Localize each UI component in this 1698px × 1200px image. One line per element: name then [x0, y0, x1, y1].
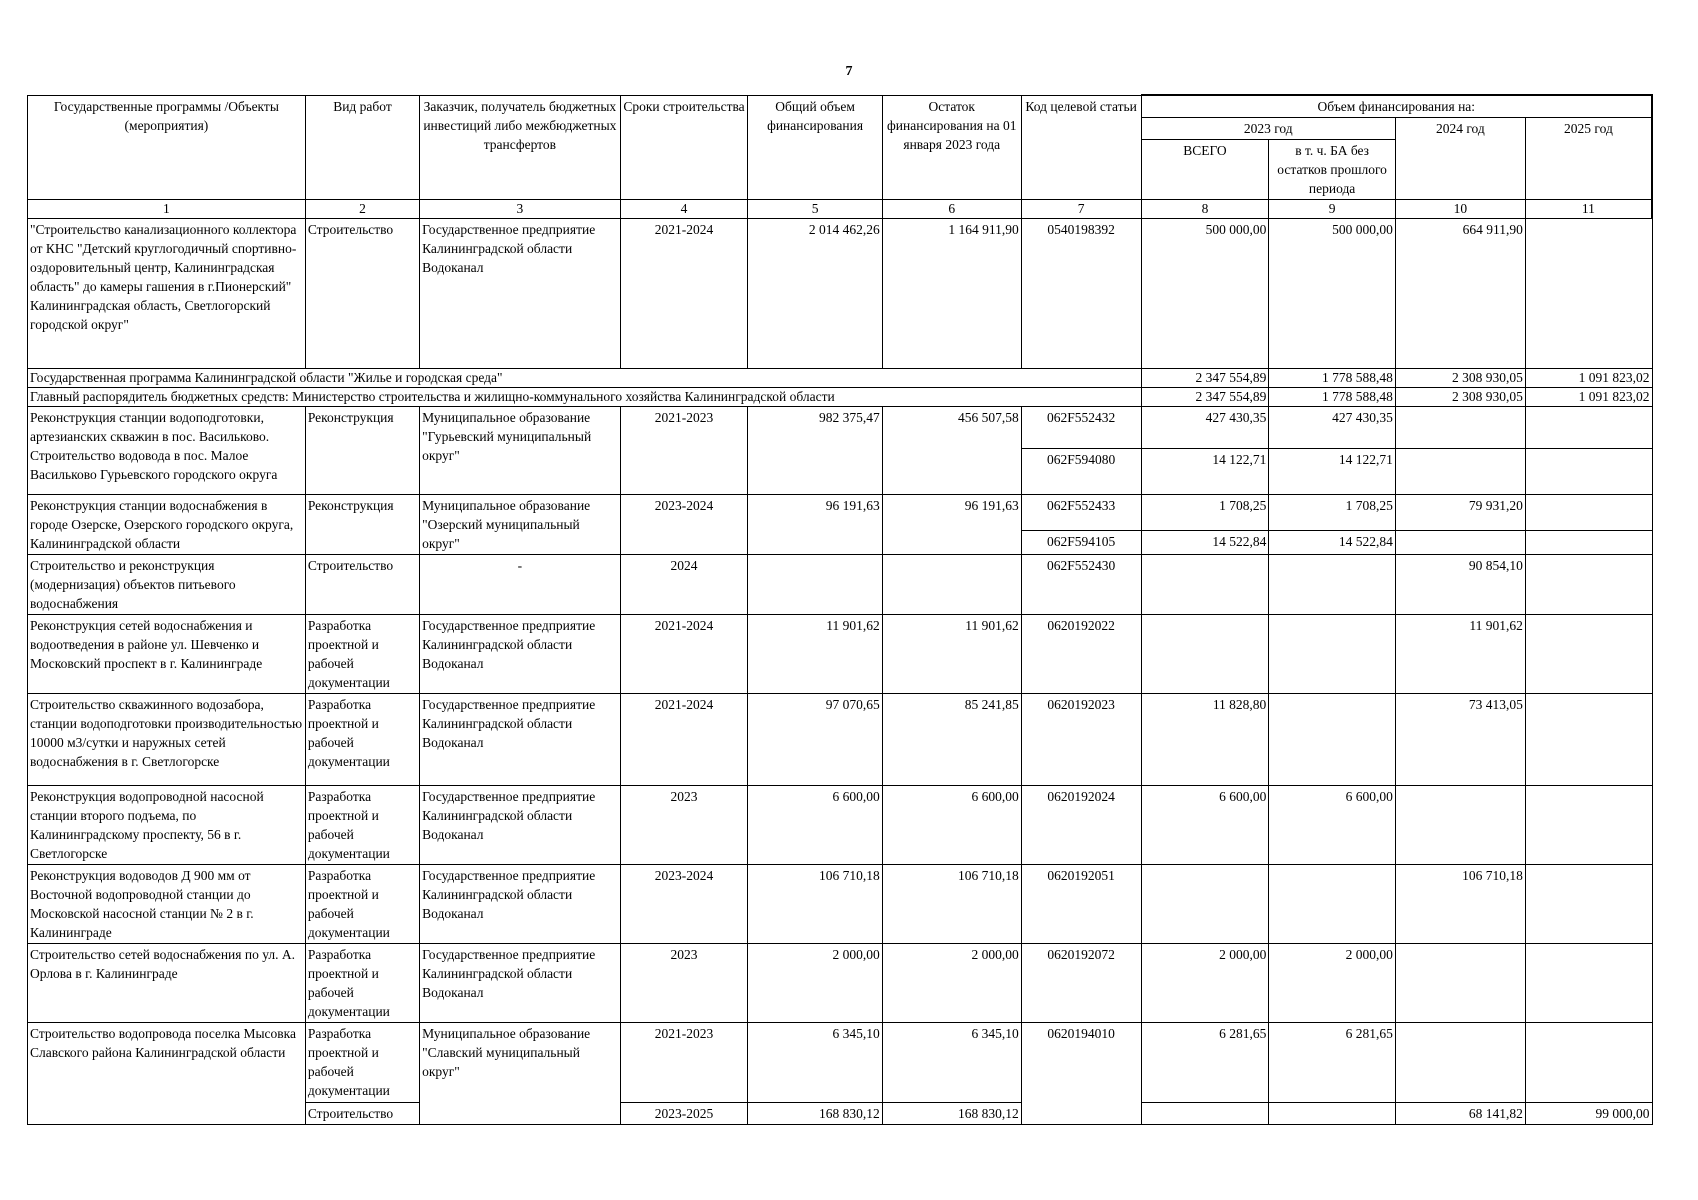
- value-ba: [1269, 865, 1396, 944]
- total-financing: 96 191,63: [748, 495, 882, 555]
- table-row: [28, 1023, 1653, 1103]
- table-row: [28, 944, 1653, 1023]
- customer: Государственное предприятие Калининградской области Водоканал: [420, 865, 621, 944]
- term: 2021-2024: [620, 694, 748, 786]
- term: 2024: [620, 555, 748, 615]
- object-name: Реконструкция сетей водоснабжения и водоотведения в районе ул. Шевченко и Московский проспект в г. Калининграде: [28, 615, 306, 694]
- value-2025: [1525, 694, 1652, 786]
- header-row-1: [28, 95, 1653, 118]
- target-code: 062F552430: [1021, 555, 1141, 615]
- header-total-financing: Общий объем финансирования: [748, 95, 882, 200]
- customer: -: [420, 555, 621, 615]
- value-2024: [1395, 944, 1525, 1023]
- value-2025: 1 091 823,02: [1525, 388, 1652, 407]
- table-row: [28, 615, 1653, 694]
- financing-table: [27, 94, 1653, 1125]
- target-code: 0540198392: [1021, 219, 1141, 369]
- work-type: Разработка проектной и рабочей документации: [305, 786, 419, 865]
- header-target-code: Код целевой статьи: [1021, 95, 1141, 200]
- col-number: 2: [305, 200, 419, 219]
- rest-financing: [882, 555, 1021, 615]
- program-total-row: [28, 369, 1653, 388]
- customer: Муниципальное образование "Гурьевский муниципальный округ": [420, 407, 621, 495]
- total-financing: 97 070,65: [748, 694, 882, 786]
- header-financing-volume: Объем финансирования на:: [1141, 95, 1652, 118]
- value-2025: 99 000,00: [1525, 1103, 1652, 1125]
- rest-financing: 11 901,62: [882, 615, 1021, 694]
- value-2023: 6 600,00: [1141, 786, 1269, 865]
- value-ba: 1 708,25: [1269, 495, 1396, 531]
- value-ba: 14 522,84: [1269, 531, 1396, 555]
- term: 2021-2023: [620, 407, 748, 495]
- value-2024: [1395, 1023, 1525, 1103]
- rest-financing: 106 710,18: [882, 865, 1021, 944]
- column-number-row: [28, 200, 1653, 219]
- header-programs: Государственные программы /Объекты (мероприятия): [28, 95, 306, 200]
- work-type: Разработка проектной и рабочей документации: [305, 615, 419, 694]
- col-number: 10: [1395, 200, 1525, 219]
- work-type: Строительство: [305, 555, 419, 615]
- table-row: [28, 219, 1653, 369]
- value-ba: 6 600,00: [1269, 786, 1396, 865]
- total-financing: 982 375,47: [748, 407, 882, 495]
- customer: Государственное предприятие Калининградской области Водоканал: [420, 694, 621, 786]
- value-2024: 79 931,20: [1395, 495, 1525, 531]
- work-type: Разработка проектной и рабочей документации: [305, 944, 419, 1023]
- work-type: Разработка проектной и рабочей документации: [305, 694, 419, 786]
- total-financing: 6 600,00: [748, 786, 882, 865]
- work-type: Реконструкция: [305, 407, 419, 495]
- value-2024: 73 413,05: [1395, 694, 1525, 786]
- term: 2021-2024: [620, 615, 748, 694]
- target-code: 062F552432: [1021, 407, 1141, 449]
- value-ba: [1269, 1103, 1396, 1125]
- object-name: Реконструкция станции водоснабжения в городе Озерске, Озерского городского округа, Калининградской области: [28, 495, 306, 555]
- customer: Государственное предприятие Калининградской области Водоканал: [420, 786, 621, 865]
- object-name: Реконструкция водопроводной насосной станции второго подъема, по Калининградскому проспекту, 56 в г. Светлогорске: [28, 786, 306, 865]
- table-row: [28, 694, 1653, 786]
- col-number: 6: [882, 200, 1021, 219]
- col-number: 11: [1525, 200, 1652, 219]
- col-number: 4: [620, 200, 748, 219]
- value-2023: [1141, 865, 1269, 944]
- object-name: Строительство водопровода поселка Мысовка Славского района Калининградской области: [28, 1023, 306, 1125]
- value-2025: [1525, 1023, 1652, 1103]
- term: 2023: [620, 944, 748, 1023]
- value-2023: 14 522,84: [1141, 531, 1269, 555]
- col-number: 9: [1269, 200, 1396, 219]
- rest-financing: 456 507,58: [882, 407, 1021, 495]
- col-number: 5: [748, 200, 882, 219]
- table-row: [28, 495, 1653, 531]
- target-code: 062F594105: [1021, 531, 1141, 555]
- col-number: 7: [1021, 200, 1141, 219]
- value-2024: 90 854,10: [1395, 555, 1525, 615]
- work-type: Строительство: [305, 1103, 419, 1125]
- work-type: Строительство: [305, 219, 419, 369]
- budget-admin-row: [28, 388, 1653, 407]
- col-number: 8: [1141, 200, 1269, 219]
- total-financing: 11 901,62: [748, 615, 882, 694]
- value-2023: 14 122,71: [1141, 449, 1269, 495]
- col-number: 1: [28, 200, 306, 219]
- value-2023: 2 347 554,89: [1141, 388, 1269, 407]
- header-customer: Заказчик, получатель бюджетных инвестиций либо межбюджетных трансфертов: [420, 95, 621, 200]
- value-ba: 6 281,65: [1269, 1023, 1396, 1103]
- term: 2023-2024: [620, 865, 748, 944]
- total-financing: [748, 555, 882, 615]
- rest-financing: 85 241,85: [882, 694, 1021, 786]
- total-financing: 6 345,10: [748, 1023, 882, 1103]
- header-work-type: Вид работ: [305, 95, 419, 200]
- customer: Государственное предприятие Калининградской области Водоканал: [420, 219, 621, 369]
- work-type: Разработка проектной и рабочей документации: [305, 1023, 419, 1103]
- value-2025: [1525, 615, 1652, 694]
- page-number: 7: [845, 64, 853, 79]
- value-2024: [1395, 531, 1525, 555]
- header-2025: 2025 год: [1525, 118, 1652, 200]
- term: 2021-2023: [620, 1023, 748, 1103]
- value-2025: [1525, 407, 1652, 449]
- value-2023: 6 281,65: [1141, 1023, 1269, 1103]
- work-type: Разработка проектной и рабочей документации: [305, 865, 419, 944]
- value-2023: [1141, 615, 1269, 694]
- value-2025: [1525, 555, 1652, 615]
- header-2024: 2024 год: [1395, 118, 1525, 200]
- object-name: Строительство скважинного водозабора, станции водоподготовки производительностью 10000 м3/сутки и наружных сетей водоснабжения в г. Светлогорске: [28, 694, 306, 786]
- value-ba: [1269, 694, 1396, 786]
- target-code: 062F594080: [1021, 449, 1141, 495]
- target-code: 0620192072: [1021, 944, 1141, 1023]
- header-rest-financing: Остаток финансирования на 01 января 2023 года: [882, 95, 1021, 200]
- value-2023: 2 347 554,89: [1141, 369, 1269, 388]
- total-financing: 168 830,12: [748, 1103, 882, 1125]
- value-2024: 68 141,82: [1395, 1103, 1525, 1125]
- target-code: 0620192024: [1021, 786, 1141, 865]
- target-code: 0620194010: [1021, 1023, 1141, 1125]
- value-2024: [1395, 407, 1525, 449]
- value-ba: 14 122,71: [1269, 449, 1396, 495]
- total-financing: 106 710,18: [748, 865, 882, 944]
- rest-financing: 6 600,00: [882, 786, 1021, 865]
- table-row: [28, 555, 1653, 615]
- value-ba: [1269, 555, 1396, 615]
- rest-financing: 6 345,10: [882, 1023, 1021, 1103]
- target-code: 0620192051: [1021, 865, 1141, 944]
- term: 2023: [620, 786, 748, 865]
- program-name: Государственная программа Калининградской области "Жилье и городская среда": [28, 369, 1142, 388]
- header-2023: 2023 год: [1141, 118, 1395, 140]
- value-2023: 2 000,00: [1141, 944, 1269, 1023]
- object-name: Реконструкция станции водоподготовки, артезианских скважин в пос. Васильково. Строительство водовода в пос. Малое Васильково Гурьевского городского округа: [28, 407, 306, 495]
- value-2025: [1525, 531, 1652, 555]
- value-2025: [1525, 865, 1652, 944]
- value-2023: 1 708,25: [1141, 495, 1269, 531]
- value-2024: 2 308 930,05: [1395, 369, 1525, 388]
- customer: Государственное предприятие Калининградской области Водоканал: [420, 944, 621, 1023]
- value-2025: [1525, 449, 1652, 495]
- target-code: 0620192022: [1021, 615, 1141, 694]
- work-type: Реконструкция: [305, 495, 419, 555]
- value-2025: 1 091 823,02: [1525, 369, 1652, 388]
- value-2024: [1395, 786, 1525, 865]
- value-2024: 2 308 930,05: [1395, 388, 1525, 407]
- value-2023: [1141, 555, 1269, 615]
- object-name: Строительство сетей водоснабжения по ул. А. Орлова в г. Калининграде: [28, 944, 306, 1023]
- budget-admin-name: Главный распорядитель бюджетных средств: Министерство строительства и жилищно-коммунального хозяйства Калининградской области: [28, 388, 1142, 407]
- customer: Муниципальное образование "Славский муниципальный округ": [420, 1023, 621, 1125]
- table-row: [28, 407, 1653, 449]
- term: 2023-2024: [620, 495, 748, 555]
- col-number: 3: [420, 200, 621, 219]
- rest-financing: 96 191,63: [882, 495, 1021, 555]
- value-2025: [1525, 495, 1652, 531]
- value-2023: 500 000,00: [1141, 219, 1269, 369]
- value-ba: 1 778 588,48: [1269, 369, 1396, 388]
- value-2025: [1525, 786, 1652, 865]
- value-2025: [1525, 944, 1652, 1023]
- value-2025: [1525, 219, 1652, 369]
- object-name: "Строительство канализационного коллектора от КНС "Детский круглогодичный спортивно-оздоровительный центр, Калининградская область" до камеры гашения в г.Пионерский" Калининградская область, Светлогорский городской округ": [28, 219, 306, 369]
- value-2023: 11 828,80: [1141, 694, 1269, 786]
- target-code: 0620192023: [1021, 694, 1141, 786]
- header-term: Сроки строительства: [620, 95, 748, 200]
- term: 2023-2025: [620, 1103, 748, 1125]
- table-row: [28, 865, 1653, 944]
- value-ba: 500 000,00: [1269, 219, 1396, 369]
- customer: Муниципальное образование "Озерский муниципальный округ": [420, 495, 621, 555]
- total-financing: 2 014 462,26: [748, 219, 882, 369]
- target-code: 062F552433: [1021, 495, 1141, 531]
- rest-financing: 1 164 911,90: [882, 219, 1021, 369]
- value-ba: 427 430,35: [1269, 407, 1396, 449]
- header-ba-2023: в т. ч. БА без остатков прошлого периода: [1269, 140, 1396, 200]
- value-2024: 11 901,62: [1395, 615, 1525, 694]
- value-2024: 664 911,90: [1395, 219, 1525, 369]
- rest-financing: 2 000,00: [882, 944, 1021, 1023]
- customer: Государственное предприятие Калининградской области Водоканал: [420, 615, 621, 694]
- total-financing: 2 000,00: [748, 944, 882, 1023]
- value-2024: [1395, 449, 1525, 495]
- object-name: Строительство и реконструкция (модернизация) объектов питьевого водоснабжения: [28, 555, 306, 615]
- header-total-2023: ВСЕГО: [1141, 140, 1269, 200]
- table-row: [28, 786, 1653, 865]
- value-2024: 106 710,18: [1395, 865, 1525, 944]
- value-ba: 2 000,00: [1269, 944, 1396, 1023]
- value-2023: [1141, 1103, 1269, 1125]
- value-2023: 427 430,35: [1141, 407, 1269, 449]
- value-ba: [1269, 615, 1396, 694]
- object-name: Реконструкция водоводов Д 900 мм от Восточной водопроводной станции до Московской насосной станции № 2 в г. Калининграде: [28, 865, 306, 944]
- term: 2021-2024: [620, 219, 748, 369]
- rest-financing: 168 830,12: [882, 1103, 1021, 1125]
- value-ba: 1 778 588,48: [1269, 388, 1396, 407]
